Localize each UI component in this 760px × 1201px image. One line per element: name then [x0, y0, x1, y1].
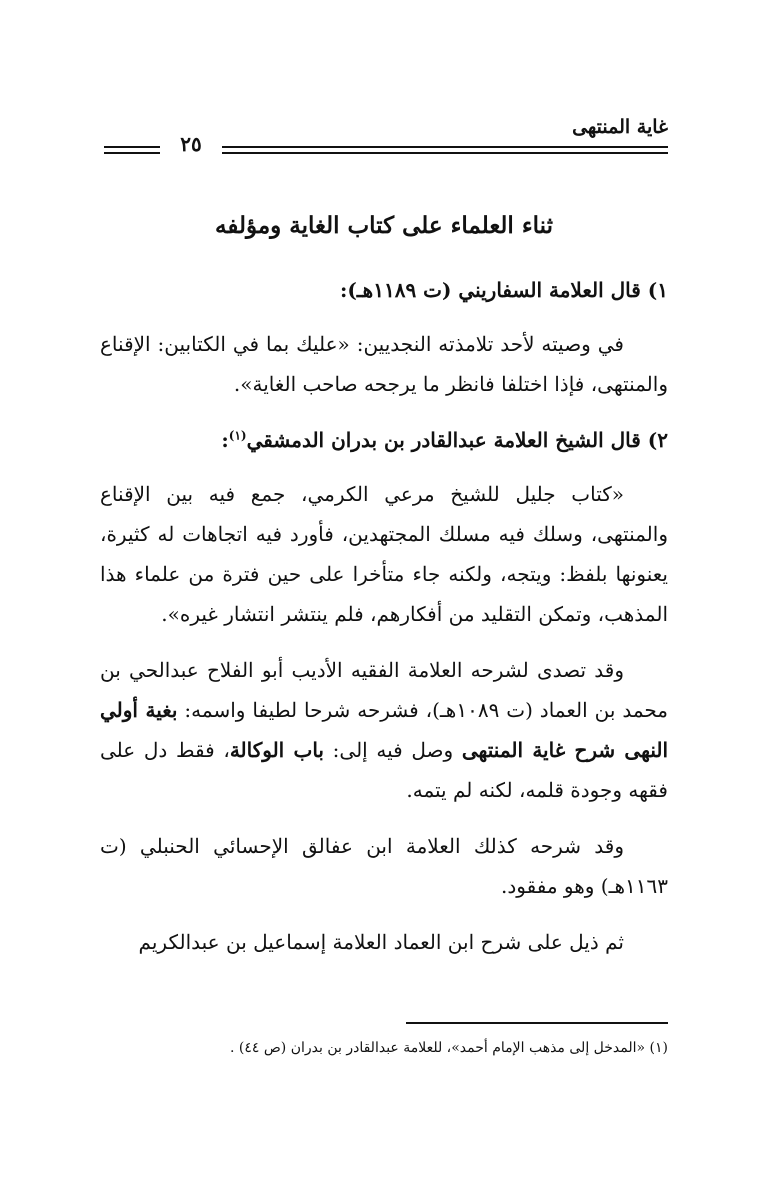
footnote-rule — [406, 1022, 668, 1024]
section1-text: في وصيته لأحد تلامذته النجديين: «عليك بما في الكتابين: الإقناع والمنتهى، فإذا اختلفا فانظر ما يرجحه صاحب الغاية». — [100, 332, 668, 396]
header-rule-right — [222, 146, 668, 154]
footnote: (١) «المدخل إلى مذهب الإمام أحمد»، للعلامة عبدالقادر بن بدران (ص ٤٤) . — [230, 1040, 668, 1056]
section2-title-text: ٢) قال الشيخ العلامة عبدالقادر بن بدران الدمشقي — [246, 428, 668, 452]
header-rule-left — [104, 146, 160, 154]
chapter-title: باب الوكالة — [229, 738, 324, 762]
section2-title — [100, 420, 668, 460]
section2-title-end: : — [221, 428, 229, 452]
footnote-marker: (١) — [228, 428, 247, 443]
section1-title: ١) قال العلامة السفاريني (ت ١١٨٩هـ): — [339, 278, 668, 302]
paragraph-ibn-afaliq: وقد شرحه كذلك العلامة ابن عفالق الإحسائي الحنبلي (ت ١١٦٣هـ) وهو مفقود. — [100, 834, 668, 898]
section-heading: ثناء العلماء على كتاب الغاية ومؤلفه — [214, 212, 553, 239]
book-title: بغية أولي النهى شرح غاية المنتهى — [100, 698, 669, 762]
running-title: غاية المنتهى — [572, 116, 668, 138]
page-number: ٢٥ — [180, 132, 202, 156]
section2-text: «كتاب جليل للشيخ مرعي الكرمي، جمع فيه بين الإقناع والمنتهى، وسلك فيه مسلك المجتهدين، فأورد فيه اتجاهات له كثيرة، يعنونها بلفظ: ويتجه، ولكنه جاء متأخرا على حين فترة من علماء هذا المذهب، وتمكن التقليد من أفكارهم، فلم ينتشر انتشار غيره». — [100, 482, 668, 626]
para3-part1: وقد تصدى لشرحه العلامة الفقيه الأديب أبو الفلاح عبدالحي بن محمد بن العماد (ت ١٠٨٩هـ)، فشرحه شرحا لطيفا واسمه: — [100, 658, 669, 722]
para3-part2: وصل فيه إلى: — [324, 738, 462, 762]
body-text — [100, 270, 668, 978]
paragraph-continuation: ثم ذيل على شرح ابن العماد العلامة إسماعيل بن عبدالكريم — [138, 930, 624, 954]
para3-part3: ، فقط دل على فقهه وجودة قلمه، لكنه لم يتمه. — [100, 738, 668, 802]
paragraph-commentary — [100, 650, 668, 810]
